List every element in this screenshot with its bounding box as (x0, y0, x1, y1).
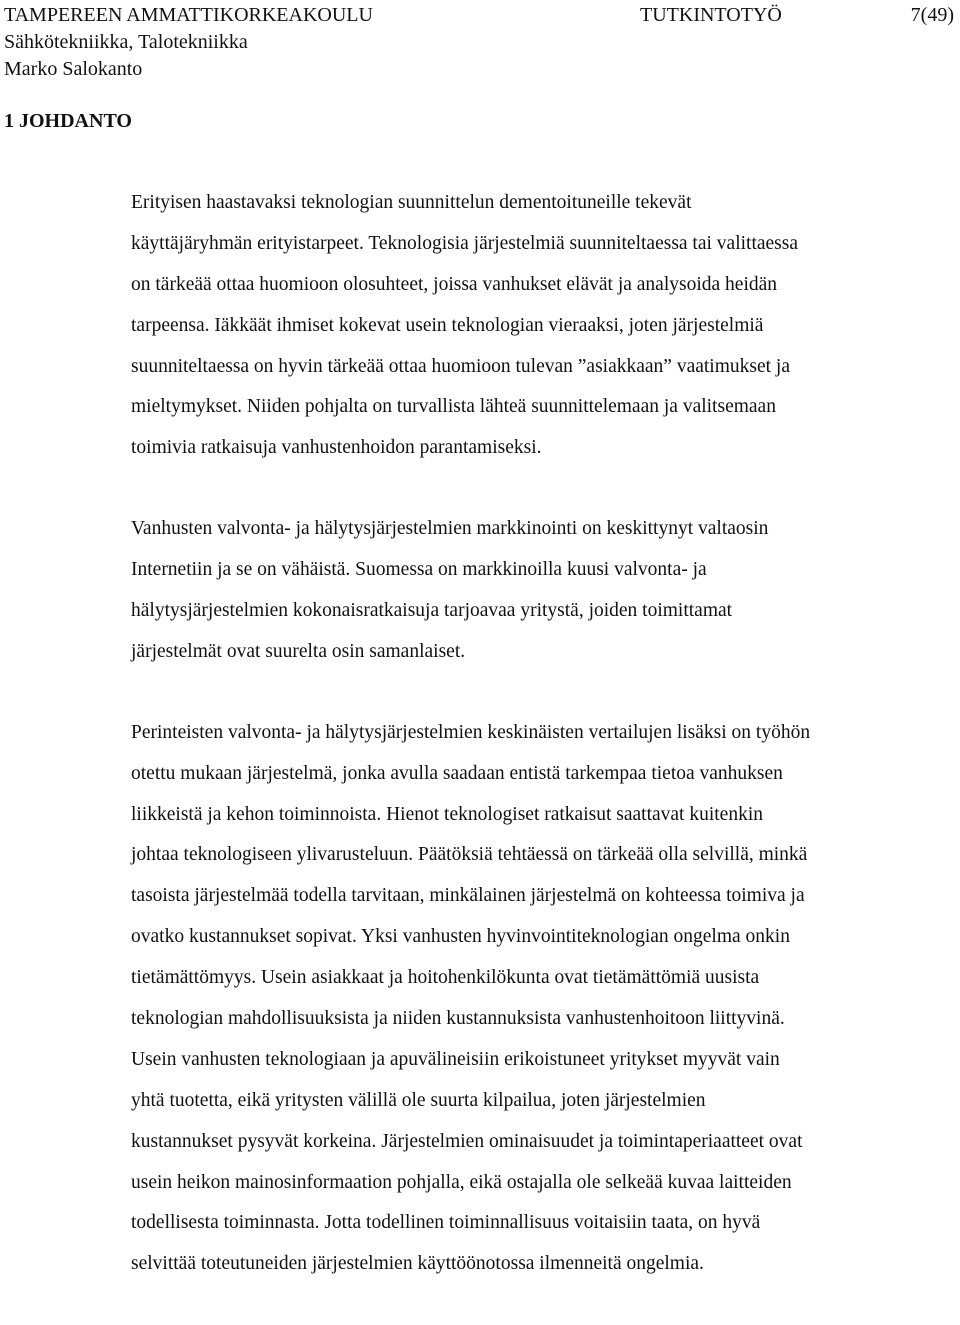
text-line: Usein vanhusten teknologiaan ja apuvälineisiin erikoistuneet yritykset myyvät vain (131, 1048, 780, 1070)
body-text (131, 183, 951, 1325)
organization-name: TAMPEREEN AMMATTIKORKEAKOULU (4, 4, 373, 26)
text-line: johtaa teknologiseen ylivarusteluun. Päätöksiä tehtäessä on tärkeää olla selvillä, minkä (131, 844, 808, 866)
text-line: teknologian mahdollisuuksista ja niiden kustannuksista vanhustenhoitoon liittyvinä. (131, 1008, 785, 1030)
paragraph-2 (131, 509, 951, 673)
text-line: todellisesta toiminnasta. Jotta todellinen toiminnallisuus voitaisiin taata, on hyvä (131, 1212, 761, 1234)
text-line: Vanhusten valvonta- ja hälytysjärjestelmien markkinointi on keskittynyt valtaosin (131, 518, 769, 540)
page-header (4, 2, 954, 83)
text-line: käyttäjäryhmän erityistarpeet. Teknologisia järjestelmiä suunniteltaessa tai valittaessa (131, 232, 799, 254)
text-line: Internetiin ja se on vähäistä. Suomessa on markkinoilla kuusi valvonta- ja (131, 559, 707, 581)
text-line: ovatko kustannukset sopivat. Yksi vanhusten hyvinvointiteknologian ongelma onkin (131, 926, 790, 948)
document-type: TUTKINTOTYÖ (640, 4, 782, 26)
text-line: tietämättömyys. Usein asiakkaat ja hoitohenkilökunta ovat tietämättömiä uusista (131, 967, 760, 989)
paragraph-1 (131, 183, 951, 469)
text-line: tasoista järjestelmää todella tarvitaan, minkälainen järjestelmä on kohteessa toimiva ja (131, 885, 805, 907)
author-name: Marko Salokanto (4, 58, 143, 80)
text-line: usein heikon mainosinformaation pohjalla, eikä ostajalla ole selkeää kuvaa laitteiden (131, 1171, 792, 1193)
text-line: selvittää toteutuneiden järjestelmien käyttöönotossa ilmenneitä ongelmia. (131, 1253, 704, 1275)
department-name: Sähkötekniikka, Talotekniikka (4, 31, 248, 53)
text-line: Perinteisten valvonta- ja hälytysjärjestelmien keskinäisten vertailujen lisäksi on työhön (131, 721, 811, 743)
text-line: on tärkeää ottaa huomioon olosuhteet, joissa vanhukset elävät ja analysoida heidän (131, 273, 778, 295)
text-line: otettu mukaan järjestelmä, jonka avulla saadaan entistä tarkempaa tietoa vanhuksen (131, 762, 783, 784)
paragraph-3 (131, 713, 951, 1285)
header-top-row (4, 2, 954, 29)
page-number: 7(49) (910, 4, 954, 26)
text-line: tarpeensa. Iäkkäät ihmiset kokevat usein teknologian vieraaksi, joten järjestelmiä (131, 314, 764, 336)
text-line: mieltymykset. Niiden pohjalta on turvallista lähteä suunnittelemaan ja valitsemaan (131, 396, 776, 418)
text-line: toimivia ratkaisuja vanhustenhoidon parantamiseksi. (131, 437, 542, 459)
text-line: kustannukset pysyvät korkeina. Järjestelmien ominaisuudet ja toimintaperiaatteet ovat (131, 1130, 803, 1152)
text-line: suunniteltaessa on hyvin tärkeää ottaa huomioon tulevan ”asiakkaan” vaatimukset ja (131, 355, 790, 377)
chapter-heading: 1 JOHDANTO (4, 110, 132, 132)
text-line: liikkeistä ja kehon toiminnoista. Hienot teknologiset ratkaisut saattavat kuitenkin (131, 803, 763, 825)
text-line: järjestelmät ovat suurelta osin samanlaiset. (131, 640, 466, 662)
text-line: Erityisen haastavaksi teknologian suunnittelun dementoituneille tekevät (131, 192, 692, 213)
text-line: yhtä tuotetta, eikä yritysten välillä ole suurta kilpailua, joten järjestelmien (131, 1089, 706, 1111)
text-line: hälytysjärjestelmien kokonaisratkaisuja tarjoavaa yritystä, joiden toimittamat (131, 600, 733, 622)
